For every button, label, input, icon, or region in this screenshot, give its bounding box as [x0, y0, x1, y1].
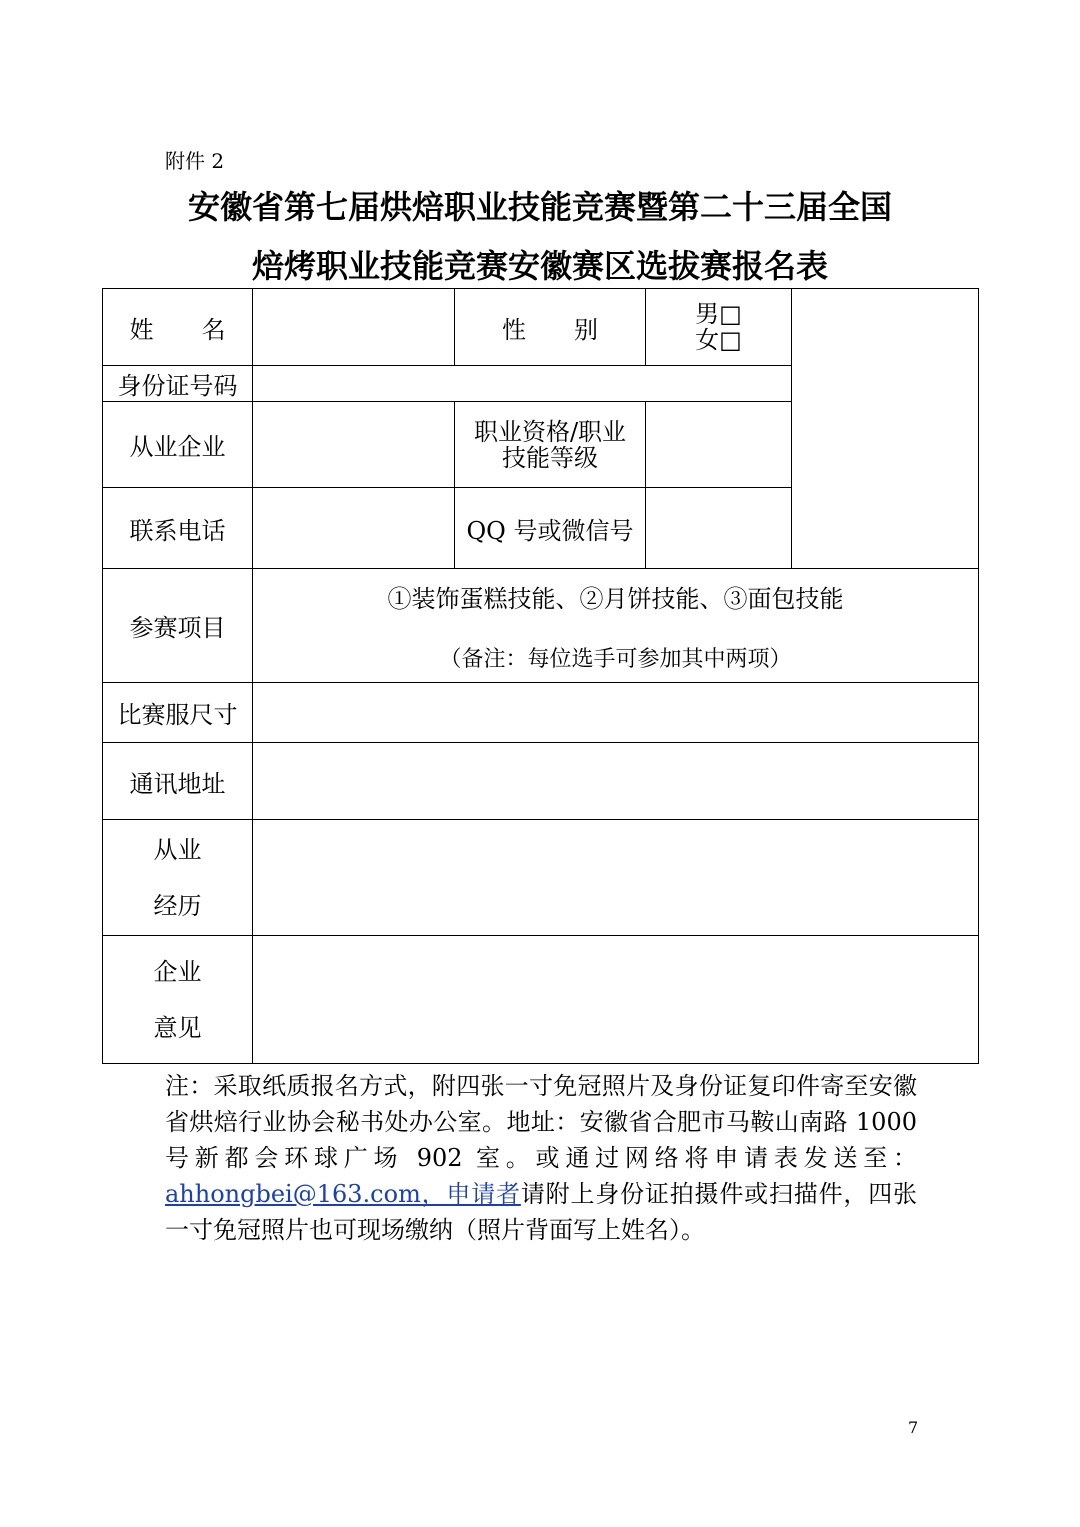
submission-note	[165, 1068, 917, 1248]
note-text-part-2: 请附上身份证拍摄件或扫描件，四张一寸免冠照片也可现场缴纳（照片背面写上姓名）。	[165, 1180, 918, 1244]
opinion-label	[103, 936, 253, 1064]
company-field[interactable]	[253, 402, 455, 488]
email-link[interactable]: ahhongbei@163.com，申请者	[165, 1180, 521, 1208]
events-label: 参赛项目	[103, 569, 253, 683]
uniform-size-field[interactable]	[253, 683, 979, 743]
gender-label: 性 别	[455, 289, 646, 366]
qualification-label-line-1: 职业资格/职业	[473, 417, 627, 446]
page-number: 7	[908, 1418, 919, 1437]
name-field[interactable]	[253, 289, 455, 366]
gender-options[interactable]	[646, 289, 792, 366]
address-field[interactable]	[253, 743, 979, 820]
opinion-label-line-2: 意见	[153, 1013, 202, 1042]
experience-label-line-1: 从业	[153, 835, 202, 864]
events-cell[interactable]	[253, 569, 979, 683]
qq-wechat-label: QQ 号或微信号	[455, 488, 646, 569]
id-number-field[interactable]	[253, 366, 792, 402]
phone-label: 联系电话	[103, 488, 253, 569]
name-label: 姓 名	[103, 289, 253, 366]
note-text-part-1: 注：采取纸质报名方式，附四张一寸免冠照片及身份证复印件寄至安徽省烘焙行业协会秘书处办公室。地址：安徽省合肥市马鞍山南路 1000 号新都会环球广场 902 室。或通过网络将申请表发送至：	[165, 1072, 917, 1172]
experience-label-line-2: 经历	[153, 891, 202, 920]
form-title-line-1: 安徽省第七届烘焙职业技能竞赛暨第二十三届全国	[187, 188, 892, 226]
events-note: （备注：每位选手可参加其中两项）	[439, 646, 792, 672]
registration-form-table	[102, 288, 979, 1064]
events-options: ①装饰蛋糕技能、②月饼技能、③面包技能	[387, 584, 844, 613]
qq-wechat-field[interactable]	[646, 488, 792, 569]
id-number-label: 身份证号码	[103, 366, 253, 402]
qualification-label	[455, 402, 646, 488]
phone-field[interactable]	[253, 488, 455, 569]
gender-male-option[interactable]: 男□	[695, 300, 742, 328]
attachment-label: 附件 2	[165, 149, 225, 173]
opinion-field[interactable]	[253, 936, 979, 1064]
qualification-label-line-2: 技能等级	[502, 443, 598, 472]
qualification-field[interactable]	[646, 402, 792, 488]
photo-field[interactable]	[792, 289, 979, 569]
gender-female-option[interactable]: 女□	[695, 326, 742, 354]
experience-field[interactable]	[253, 820, 979, 936]
uniform-size-label: 比赛服尺寸	[103, 683, 253, 743]
opinion-label-line-1: 企业	[153, 957, 202, 986]
address-label: 通讯地址	[103, 743, 253, 820]
form-title-line-2: 焙烤职业技能竞赛安徽赛区选拔赛报名表	[251, 247, 828, 285]
experience-label	[103, 820, 253, 936]
company-label: 从业企业	[103, 402, 253, 488]
